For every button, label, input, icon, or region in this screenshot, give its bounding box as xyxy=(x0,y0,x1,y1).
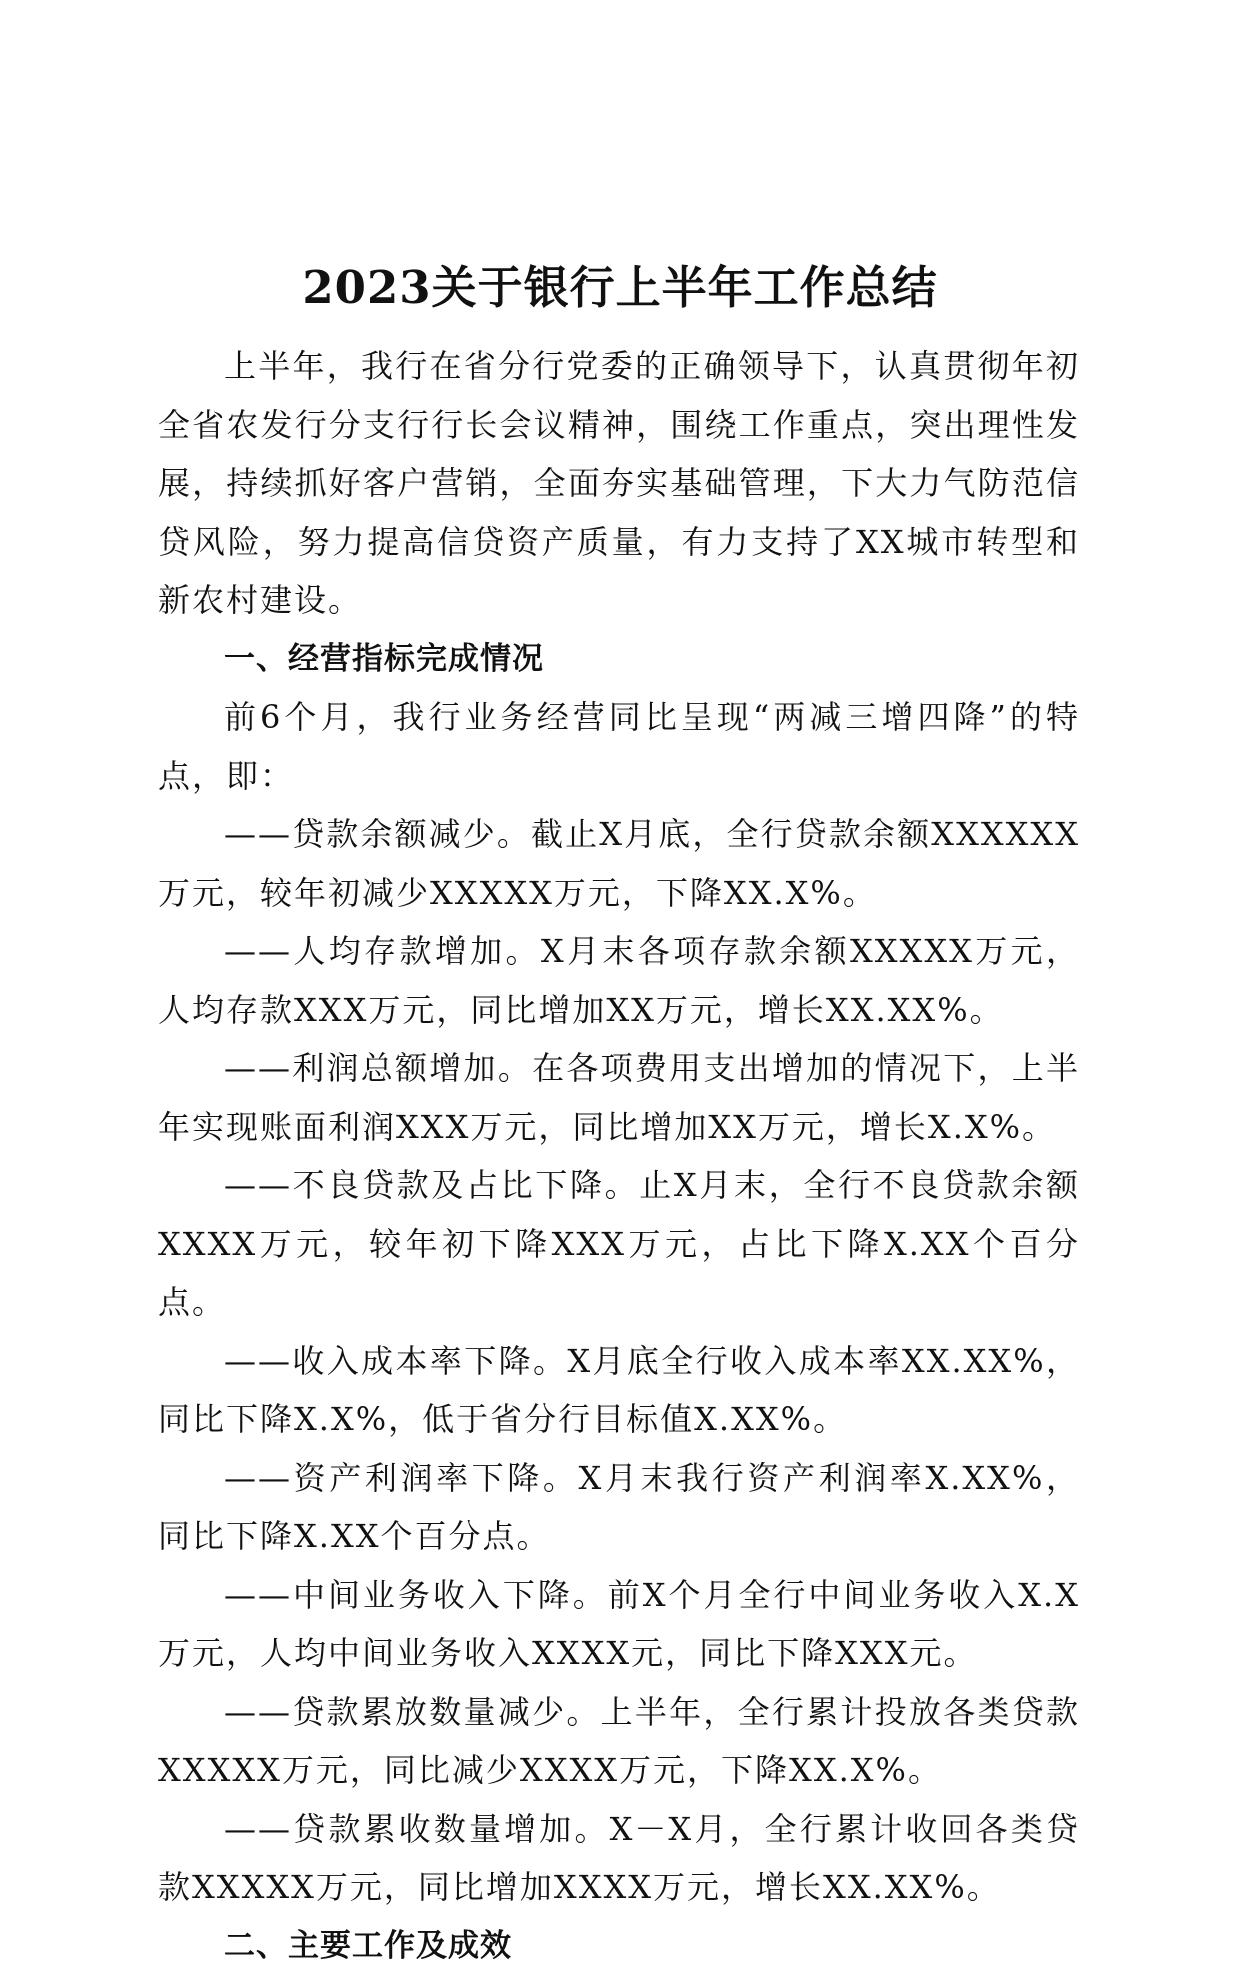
section-heading-1: 一、经营指标完成情况 xyxy=(158,630,1080,689)
indicator-item-asset-profit-rate: ——资产利润率下降。X月末我行资产利润率X.XX%，同比下降X.XX个百分点。 xyxy=(158,1449,1080,1566)
indicator-item-bad-loans: ——不良贷款及占比下降。止X月末，全行不良贷款余额XXXX万元，较年初下降XXX万元，占比下降X.XX个百分点。 xyxy=(158,1156,1080,1332)
indicator-item-loan-balance: ——贷款余额减少。截止X月底，全行贷款余额XXXXXX万元，较年初减少XXXXX万元，下降XX.X%。 xyxy=(158,805,1080,922)
document-body xyxy=(158,337,1080,1975)
section1-lead-paragraph: 前6个月，我行业务经营同比呈现“两减三增四降”的特点，即： xyxy=(158,688,1080,805)
indicator-item-deposits: ——人均存款增加。X月末各项存款余额XXXXX万元，人均存款XXX万元，同比增加XX万元，增长XX.XX%。 xyxy=(158,922,1080,1039)
intro-paragraph: 上半年，我行在省分行党委的正确领导下，认真贯彻年初全省农发行分支行行长会议精神，围绕工作重点，突出理性发展，持续抓好客户营销，全面夯实基础管理，下大力气防范信贷风险，努力提高信贷资产质量，有力支持了XX城市转型和新农村建设。 xyxy=(158,337,1080,630)
document-title: 2023关于银行上半年工作总结 xyxy=(0,255,1240,321)
indicator-item-cost-ratio: ——收入成本率下降。X月底全行收入成本率XX.XX%，同比下降X.X%，低于省分行目标值X.XX%。 xyxy=(158,1332,1080,1449)
indicator-item-profit: ——利润总额增加。在各项费用支出增加的情况下，上半年实现账面利润XXX万元，同比增加XX万元，增长X.X%。 xyxy=(158,1039,1080,1156)
section-heading-2: 二、主要工作及成效 xyxy=(158,1917,1080,1975)
indicator-item-intermediate-income: ——中间业务收入下降。前X个月全行中间业务收入X.X万元，人均中间业务收入XXXX元，同比下降XXX元。 xyxy=(158,1566,1080,1683)
indicator-item-loans-issued: ——贷款累放数量减少。上半年，全行累计投放各类贷款XXXXX万元，同比减少XXXX万元，下降XX.X%。 xyxy=(158,1683,1080,1800)
indicator-item-loans-recovered: ——贷款累收数量增加。X－X月，全行累计收回各类贷款XXXXX万元，同比增加XXXX万元，增长XX.XX%。 xyxy=(158,1800,1080,1917)
